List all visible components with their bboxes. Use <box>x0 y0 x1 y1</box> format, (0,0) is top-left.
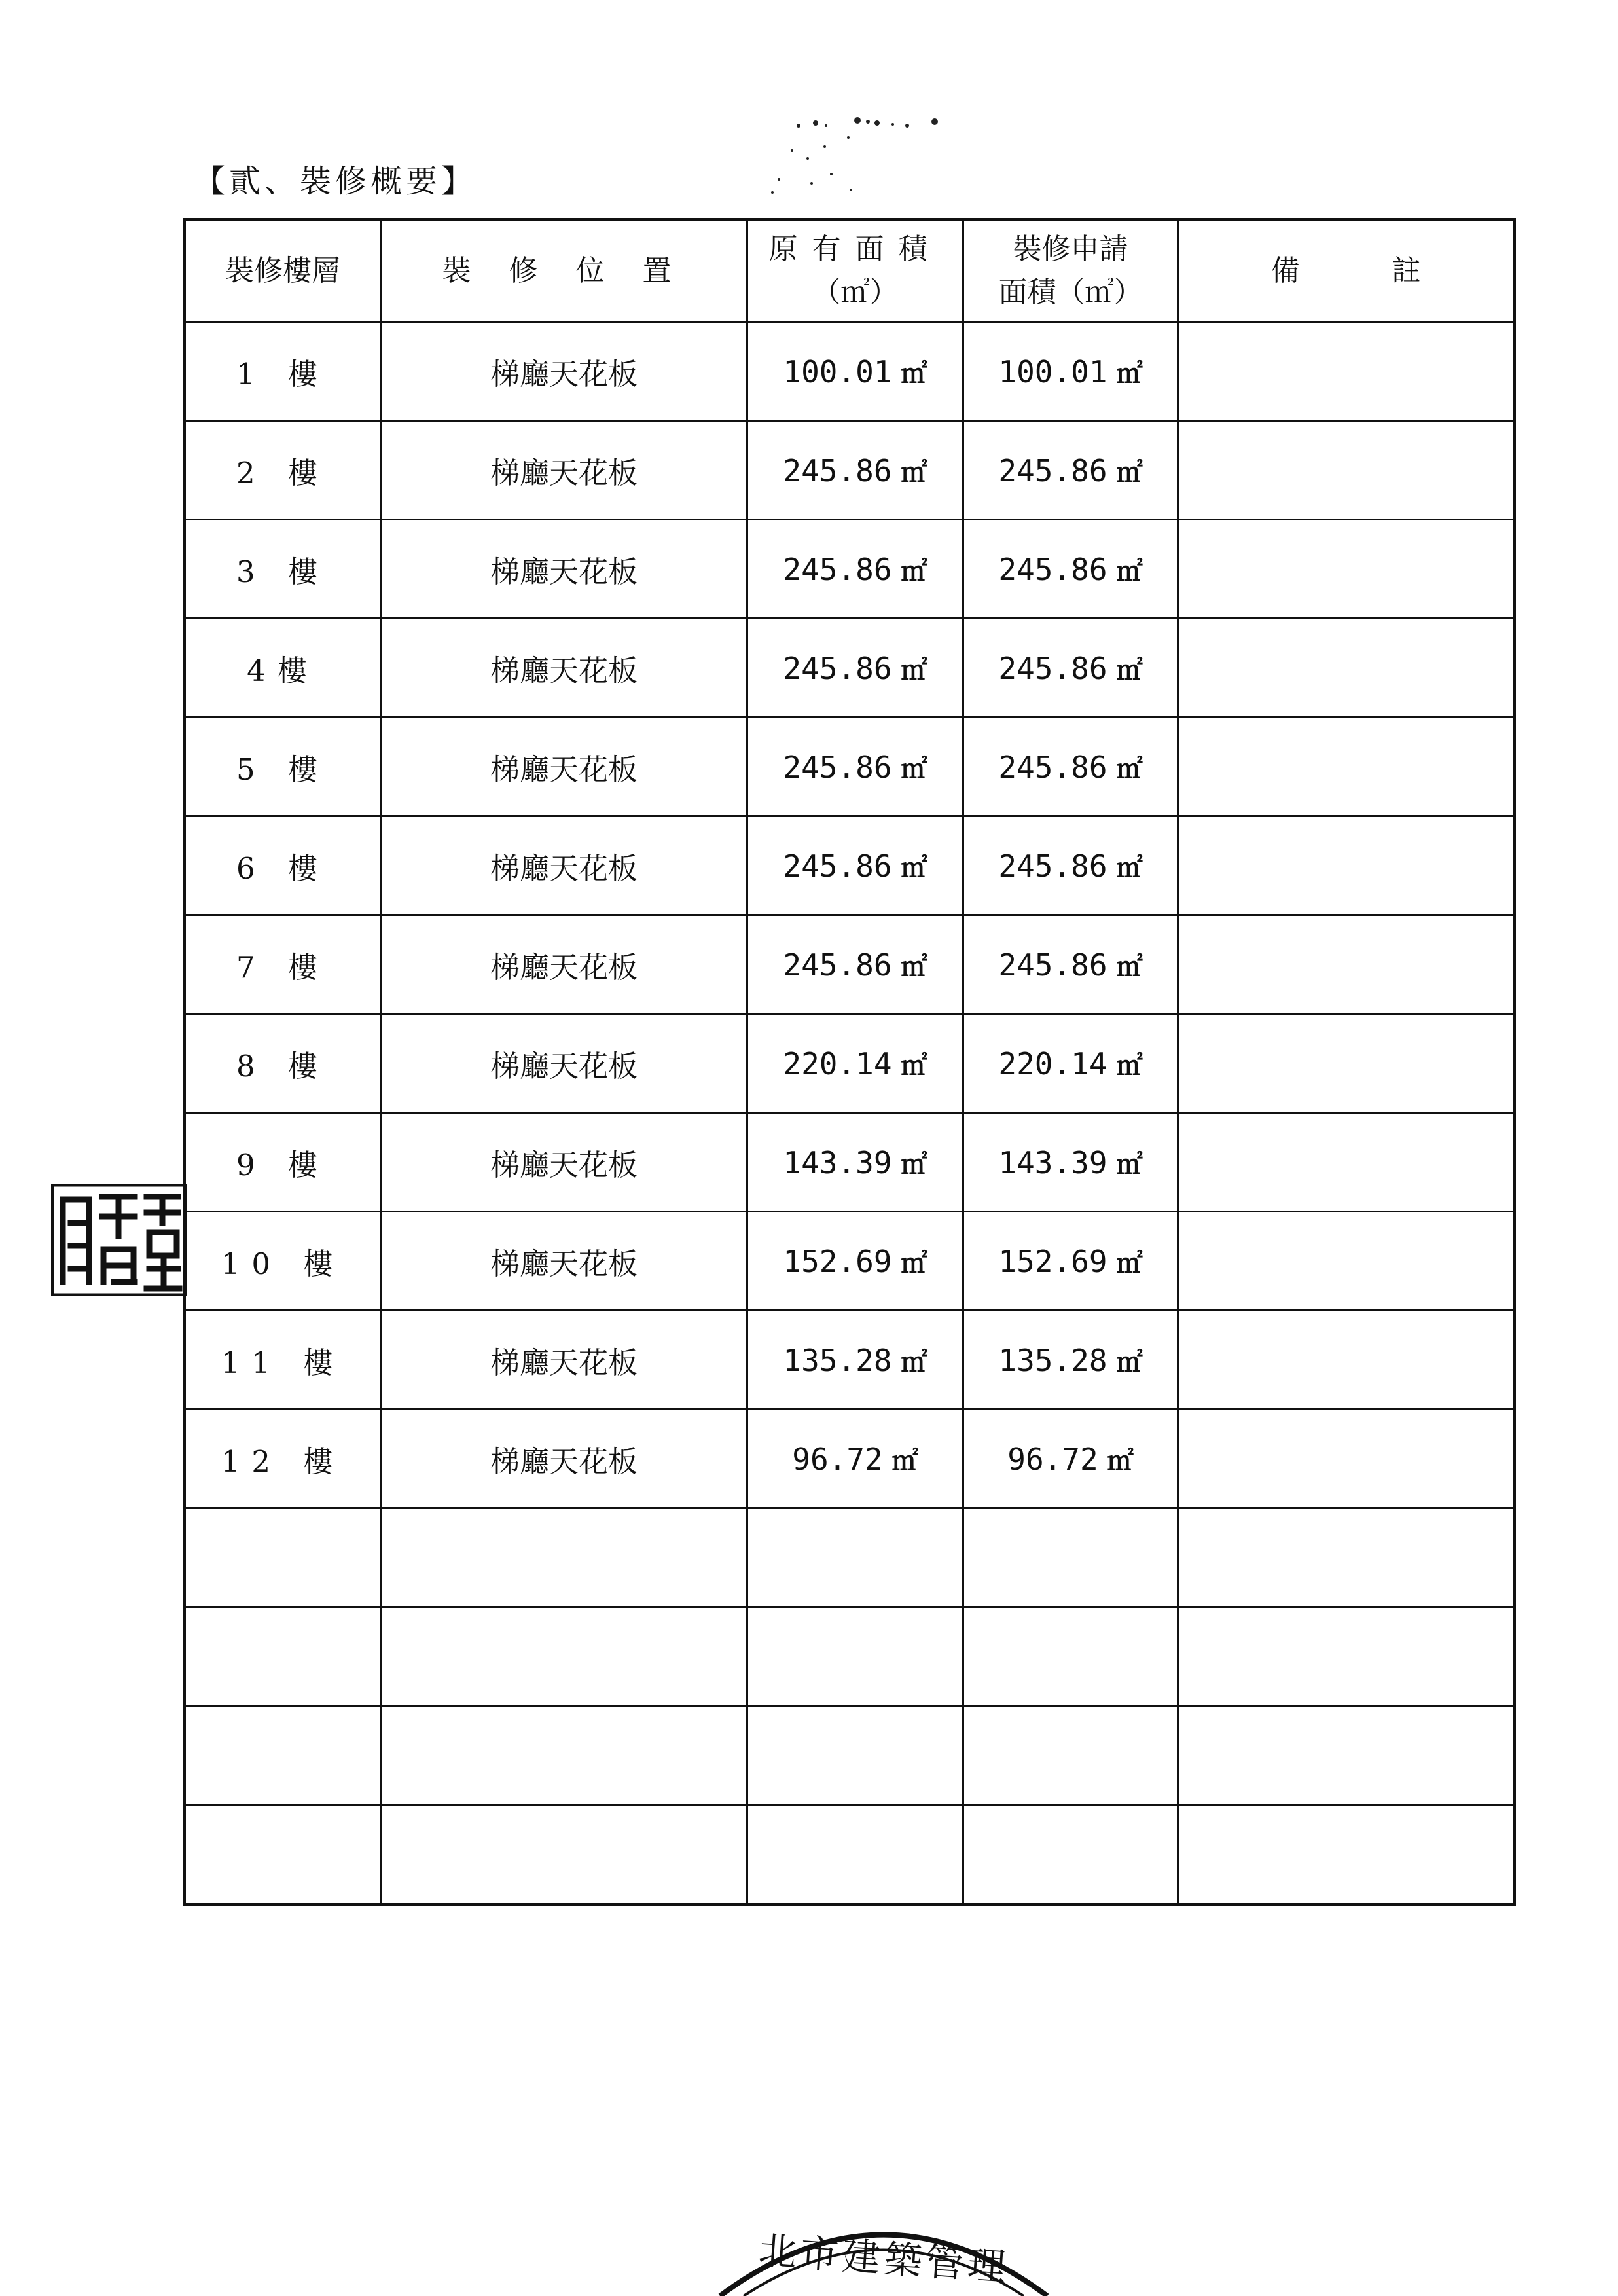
area-value: 245.86 <box>998 749 1107 785</box>
location-cell <box>381 1508 747 1607</box>
apply-area-cell <box>963 718 1178 816</box>
table-row <box>185 816 1515 915</box>
area-unit: ㎡ <box>1116 556 1143 586</box>
floor-cell: 3 樓 <box>185 520 381 619</box>
floor-cell: 7 樓 <box>185 915 381 1014</box>
area-value: 245.86 <box>783 650 892 686</box>
area-value: 100.01 <box>783 354 892 390</box>
table-row <box>185 1311 1515 1410</box>
floor-cell <box>185 1508 381 1607</box>
location-cell: 梯廳天花板 <box>381 816 747 915</box>
remark-cell <box>1178 1508 1515 1607</box>
area-unit: ㎡ <box>901 1248 927 1278</box>
table-row <box>185 718 1515 816</box>
location-cell: 梯廳天花板 <box>381 1014 747 1113</box>
area-value: 245.86 <box>783 551 892 587</box>
apply-area-cell <box>963 1410 1178 1508</box>
area-unit: ㎡ <box>901 754 927 784</box>
apply-area-cell <box>963 915 1178 1014</box>
section-heading: 【貳、裝修概要】 <box>194 163 477 200</box>
apply-area-cell <box>963 1508 1178 1607</box>
area-value: 96.72 <box>1007 1441 1098 1477</box>
original-area-cell <box>747 520 963 619</box>
floor-cell <box>185 1805 381 1904</box>
table-row <box>185 1113 1515 1212</box>
floor-cell: 6 樓 <box>185 816 381 915</box>
area-value: 245.86 <box>998 947 1107 983</box>
floor-cell: 9 樓 <box>185 1113 381 1212</box>
location-cell: 梯廳天花板 <box>381 1311 747 1410</box>
original-area-cell <box>747 1014 963 1113</box>
area-value: 135.28 <box>783 1342 892 1378</box>
original-area-cell <box>747 718 963 816</box>
floor-cell <box>185 1607 381 1706</box>
table-row <box>185 1212 1515 1311</box>
remark-cell <box>1178 1311 1515 1410</box>
area-unit: ㎡ <box>901 1150 927 1179</box>
header-remark: 備 註 <box>1178 220 1515 322</box>
location-cell: 梯廳天花板 <box>381 1113 747 1212</box>
location-cell: 梯廳天花板 <box>381 421 747 520</box>
area-unit: ㎡ <box>1116 1051 1143 1080</box>
area-value: 245.86 <box>783 452 892 488</box>
area-unit: ㎡ <box>901 1347 927 1377</box>
area-value: 245.86 <box>998 551 1107 587</box>
square-seal-stamp-icon <box>51 1184 187 1296</box>
table-header-row <box>185 220 1515 322</box>
area-value: 152.69 <box>998 1243 1107 1279</box>
table-row <box>185 1014 1515 1113</box>
original-area-cell <box>747 1508 963 1607</box>
area-unit: ㎡ <box>1116 952 1143 981</box>
remark-cell <box>1178 1014 1515 1113</box>
table-row <box>185 1410 1515 1508</box>
area-unit: ㎡ <box>1116 655 1143 685</box>
area-unit: ㎡ <box>901 952 927 981</box>
remark-cell <box>1178 322 1515 421</box>
remark-cell <box>1178 1113 1515 1212</box>
floor-cell: 1 樓 <box>185 322 381 421</box>
area-value: 245.86 <box>783 947 892 983</box>
area-value: 220.14 <box>998 1046 1107 1082</box>
apply-area-cell <box>963 322 1178 421</box>
original-area-cell <box>747 1805 963 1904</box>
header-location: 裝 修 位 置 <box>381 220 747 322</box>
original-area-cell <box>747 1311 963 1410</box>
location-cell: 梯廳天花板 <box>381 619 747 718</box>
floor-cell <box>185 1706 381 1805</box>
header-apply-area: 裝修申請 面積（㎡） <box>963 220 1178 322</box>
area-unit: ㎡ <box>1116 1248 1143 1278</box>
area-value: 245.86 <box>998 452 1107 488</box>
original-area-cell <box>747 1212 963 1311</box>
table-row <box>185 619 1515 718</box>
location-cell: 梯廳天花板 <box>381 1212 747 1311</box>
area-unit: ㎡ <box>901 359 927 388</box>
area-unit: ㎡ <box>1116 1347 1143 1377</box>
floor-cell: 4樓 <box>185 619 381 718</box>
original-area-cell <box>747 619 963 718</box>
header-original-area: 原有面積 （㎡） <box>747 220 963 322</box>
apply-area-cell <box>963 1014 1178 1113</box>
remark-cell <box>1178 1706 1515 1805</box>
header-floor: 裝修樓層 <box>185 220 381 322</box>
area-unit: ㎡ <box>891 1446 918 1476</box>
area-value: 220.14 <box>783 1046 892 1082</box>
remark-cell <box>1178 421 1515 520</box>
remark-cell <box>1178 1212 1515 1311</box>
apply-area-cell <box>963 1113 1178 1212</box>
area-value: 245.86 <box>998 848 1107 884</box>
table-row <box>185 520 1515 619</box>
original-area-cell <box>747 1706 963 1805</box>
area-unit: ㎡ <box>901 458 927 487</box>
area-unit: ㎡ <box>901 556 927 586</box>
original-area-cell <box>747 816 963 915</box>
area-unit: ㎡ <box>1116 1150 1143 1179</box>
area-value: 135.28 <box>998 1342 1107 1378</box>
table-row <box>185 322 1515 421</box>
area-value: 143.39 <box>783 1144 892 1180</box>
original-area-cell <box>747 1607 963 1706</box>
area-value: 245.86 <box>783 749 892 785</box>
round-official-seal-icon <box>707 2200 1060 2296</box>
table-row <box>185 1508 1515 1607</box>
location-cell: 梯廳天花板 <box>381 520 747 619</box>
original-area-cell <box>747 421 963 520</box>
apply-area-cell <box>963 421 1178 520</box>
renovation-summary-table <box>183 218 1516 1906</box>
area-unit: ㎡ <box>901 1051 927 1080</box>
apply-area-cell <box>963 619 1178 718</box>
area-unit: ㎡ <box>1116 458 1143 487</box>
area-unit: ㎡ <box>1116 754 1143 784</box>
area-unit: ㎡ <box>1107 1446 1134 1476</box>
area-value: 96.72 <box>792 1441 883 1477</box>
location-cell <box>381 1805 747 1904</box>
original-area-cell <box>747 1113 963 1212</box>
floor-cell: 2 樓 <box>185 421 381 520</box>
apply-area-cell <box>963 816 1178 915</box>
apply-area-cell <box>963 1805 1178 1904</box>
remark-cell <box>1178 1805 1515 1904</box>
remark-cell <box>1178 816 1515 915</box>
floor-cell: 8 樓 <box>185 1014 381 1113</box>
table-row <box>185 915 1515 1014</box>
remark-cell <box>1178 1410 1515 1508</box>
original-area-cell <box>747 322 963 421</box>
original-area-cell <box>747 1410 963 1508</box>
location-cell <box>381 1607 747 1706</box>
apply-area-cell <box>963 1311 1178 1410</box>
floor-cell: 10 樓 <box>185 1212 381 1311</box>
remark-cell <box>1178 619 1515 718</box>
bottom-seal-text: 北市建築管理 <box>757 2227 1011 2290</box>
location-cell: 梯廳天花板 <box>381 915 747 1014</box>
area-value: 143.39 <box>998 1144 1107 1180</box>
apply-area-cell <box>963 1212 1178 1311</box>
original-area-cell <box>747 915 963 1014</box>
area-unit: ㎡ <box>1116 359 1143 388</box>
area-value: 152.69 <box>783 1243 892 1279</box>
area-unit: ㎡ <box>901 655 927 685</box>
floor-cell: 12 樓 <box>185 1410 381 1508</box>
area-unit: ㎡ <box>901 853 927 883</box>
apply-area-cell <box>963 520 1178 619</box>
remark-cell <box>1178 718 1515 816</box>
table-row <box>185 1607 1515 1706</box>
location-cell <box>381 1706 747 1805</box>
location-cell: 梯廳天花板 <box>381 322 747 421</box>
location-cell: 梯廳天花板 <box>381 1410 747 1508</box>
area-value: 245.86 <box>783 848 892 884</box>
apply-area-cell <box>963 1607 1178 1706</box>
remark-cell <box>1178 520 1515 619</box>
floor-cell: 5 樓 <box>185 718 381 816</box>
apply-area-cell <box>963 1706 1178 1805</box>
scan-noise-decoration <box>753 111 962 203</box>
table-row <box>185 1706 1515 1805</box>
remark-cell <box>1178 915 1515 1014</box>
table-row <box>185 421 1515 520</box>
floor-cell: 11 樓 <box>185 1311 381 1410</box>
location-cell: 梯廳天花板 <box>381 718 747 816</box>
remark-cell <box>1178 1607 1515 1706</box>
table-row <box>185 1805 1515 1904</box>
area-value: 245.86 <box>998 650 1107 686</box>
area-unit: ㎡ <box>1116 853 1143 883</box>
area-value: 100.01 <box>998 354 1107 390</box>
